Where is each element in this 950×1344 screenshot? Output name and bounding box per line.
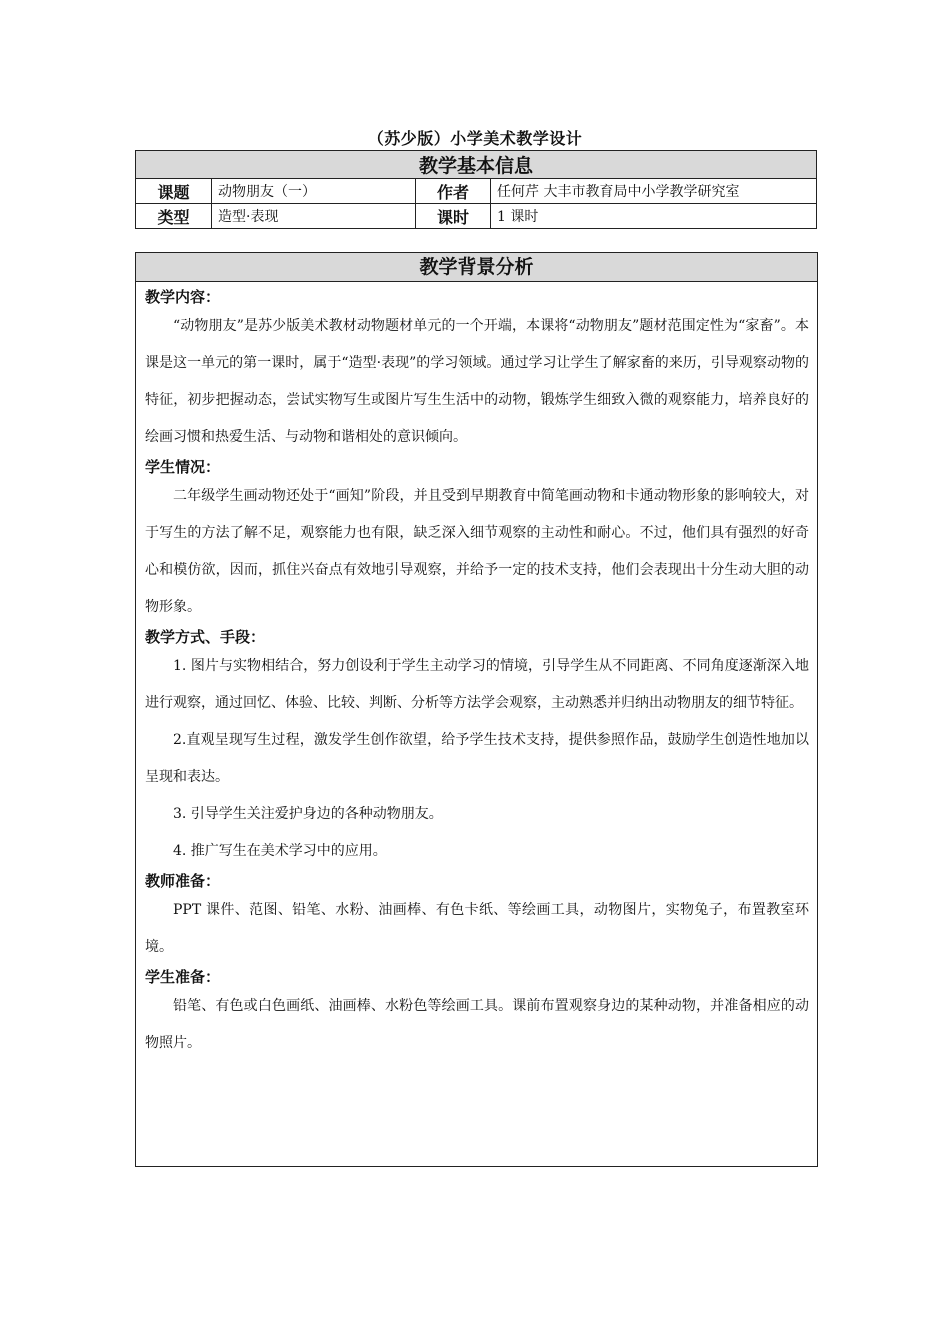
type-label: 类型 [136,204,212,229]
method-item-1: 1. 图片与实物相结合，努力创设利于学生主动学习的情境，引导学生从不同距离、不同角度逐渐深入地进行观察，通过回忆、体验、比较、判断、分析等方法学会观察，主动熟悉并归纳出动物朋友的细节特征。 [145,658,809,711]
background-analysis-body [136,282,817,1062]
background-analysis-box [135,252,818,1167]
student-situation-text: 二年级学生画动物还处于“画知”阶段，并且受到早期教育中简笔画动物和卡通动物形象的影响较大，对于写生的方法了解不足，观察能力也有限，缺乏深入细节观察的主动性和耐心。不过，他们具有强烈的好奇心和模仿欲，因而，抓住兴奋点有效地引导观察，并给予一定的技术支持，他们会表现出十分生动大胆的动物形象。 [145,488,809,615]
teaching-content-text: “动物朋友”是苏少版美术教材动物题材单元的一个开端，本课将“动物朋友”题材范围定性为“家畜”。本课是这一单元的第一课时，属于“造型·表现”的学习领域。通过学习让学生了解家畜的来历，引导观察动物的特征，初步把握动态，尝试实物写生或图片写生生活中的动物，锻炼学生细致入微的观察能力，培养良好的绘画习惯和热爱生活、与动物和谐相处的意识倾向。 [145,318,809,445]
author-label: 作者 [416,179,491,204]
method-item-2: 2.直观呈现写生过程，激发学生创作欲望，给予学生技术支持，提供参照作品，鼓励学生创造性地加以呈现和表达。 [145,732,809,785]
document-title: （苏少版）小学美术教学设计 [367,129,583,148]
method-item-4: 4. 推广写生在美术学习中的应用。 [173,843,387,859]
teacher-prep-text: PPT 课件、范图、铅笔、水粉、油画棒、有色卡纸、等绘画工具，动物图片，实物兔子，布置教室环境。 [145,902,809,955]
student-situation-title: 学生情况： [145,458,221,476]
teacher-prep-title: 教师准备： [145,872,221,890]
student-prep-title: 学生准备： [145,968,221,986]
topic-value: 动物朋友（一） [212,179,416,204]
basic-info-table [135,150,817,229]
teaching-methods-title: 教学方式、手段： [145,628,266,646]
topic-label: 课题 [136,179,212,204]
type-value: 造型·表现 [212,204,416,229]
background-analysis-header: 教学背景分析 [136,253,817,282]
hours-label: 课时 [416,204,491,229]
hours-value: 1 课时 [491,204,817,229]
basic-info-header: 教学基本信息 [136,151,817,179]
student-prep-text: 铅笔、有色或白色画纸、油画棒、水粉色等绘画工具。课前布置观察身边的某种动物，并准备相应的动物照片。 [145,998,809,1051]
author-value: 任何芹 大丰市教育局中小学教学研究室 [491,179,817,204]
teaching-content-title: 教学内容： [145,288,221,306]
method-item-3: 3. 引导学生关注爱护身边的各种动物朋友。 [173,806,443,822]
